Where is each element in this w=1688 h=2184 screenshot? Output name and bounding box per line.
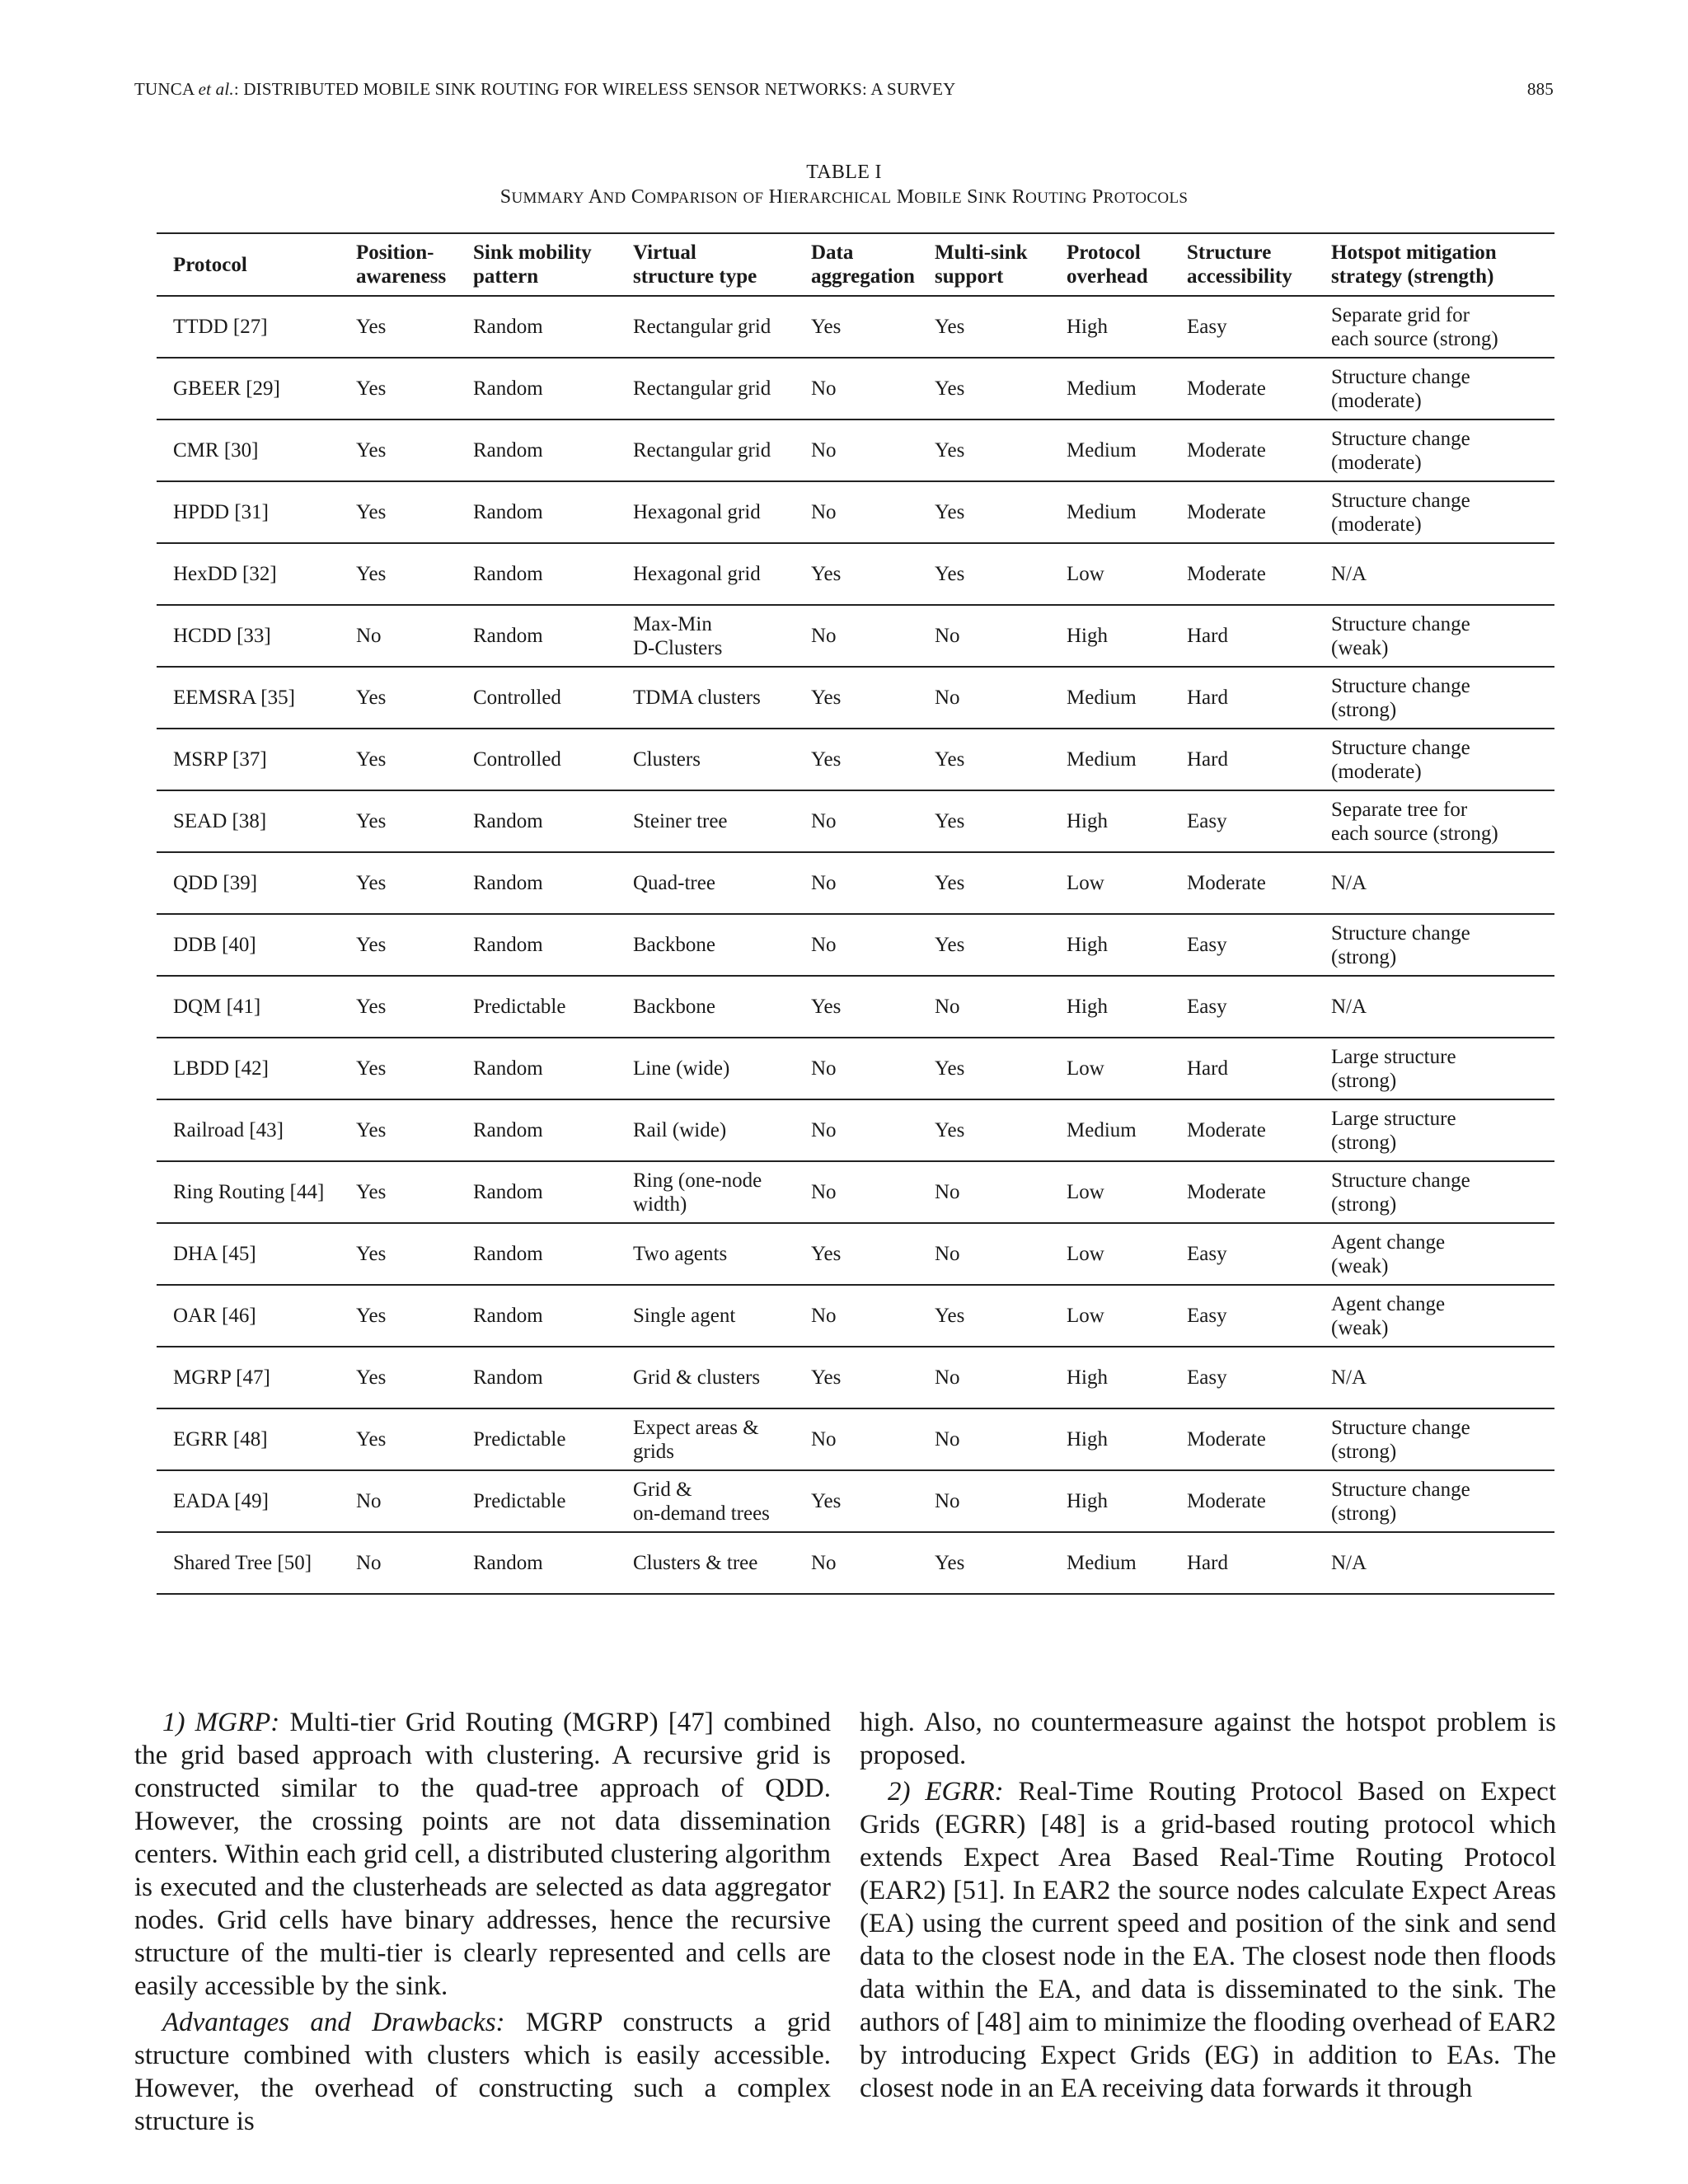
- table-cell: Random: [473, 625, 543, 647]
- column-header: Virtual structure type: [633, 241, 757, 288]
- table-cell: Easy: [1187, 934, 1227, 956]
- table-cell: LBDD [42]: [173, 1057, 269, 1080]
- table-cell: Medium: [1067, 748, 1137, 771]
- table-cell: Structure change (strong): [1331, 674, 1470, 721]
- table-cell: No: [811, 625, 837, 647]
- table-cell: N/A: [1331, 996, 1367, 1018]
- table-cell: Yes: [935, 1057, 965, 1080]
- table-cell: DDB [40]: [173, 934, 256, 956]
- table-cell: Low: [1067, 1057, 1104, 1080]
- table-cell: Easy: [1187, 316, 1227, 338]
- table-cell: Yes: [935, 748, 965, 771]
- table-cell: MGRP [47]: [173, 1366, 270, 1389]
- table-cell: Grid & on-demand trees: [633, 1478, 770, 1525]
- table-cell: Structure change (moderate): [1331, 489, 1470, 536]
- table-cell: Random: [473, 1552, 543, 1574]
- table-cell: Low: [1067, 1181, 1104, 1203]
- table-cell: Yes: [935, 439, 965, 462]
- table-cell: GBEER [29]: [173, 377, 280, 400]
- running-head: [134, 79, 1554, 100]
- table-cell: High: [1067, 996, 1108, 1018]
- table-cell: Structure change (weak): [1331, 612, 1470, 659]
- protocol-comparison-table: [157, 232, 1554, 1595]
- table-cell: Yes: [356, 563, 387, 585]
- table-cell: Random: [473, 377, 543, 400]
- table-cell: Rail (wide): [633, 1119, 727, 1141]
- table-cell: Random: [473, 1057, 543, 1080]
- table-cell: Yes: [356, 1243, 387, 1265]
- table-cell: Random: [473, 934, 543, 956]
- table-cell: Ring (one-node width): [633, 1169, 762, 1216]
- caption-word: HIERARCHICAL: [768, 186, 892, 208]
- continued-paragraph: high. Also, no countermeasure against the hotspot problem is proposed.: [860, 1708, 1556, 1770]
- table-cell: Yes: [356, 377, 387, 400]
- table-cell: Medium: [1067, 1552, 1137, 1574]
- caption-word: PROTOCOLS: [1092, 186, 1189, 208]
- table-cell: Yes: [811, 563, 842, 585]
- table-cell: Yes: [811, 1490, 842, 1512]
- body-column-left: [134, 1706, 831, 2138]
- table-cell: Yes: [935, 872, 965, 894]
- table-cell: Rectangular grid: [633, 439, 771, 462]
- table-cell: Random: [473, 1119, 543, 1141]
- table-cell: Yes: [811, 316, 842, 338]
- table-cell: HCDD [33]: [173, 625, 271, 647]
- table-cell: High: [1067, 1490, 1108, 1512]
- table-cell: Structure change (strong): [1331, 1416, 1470, 1463]
- table-cell: No: [935, 1181, 960, 1203]
- mgrp-advantages-heading: Advantages and Drawbacks:: [162, 2008, 505, 2037]
- table-cell: Medium: [1067, 501, 1137, 523]
- table-cell: Yes: [935, 934, 965, 956]
- table-cell: No: [935, 996, 960, 1018]
- mgrp-text: Multi-tier Grid Routing (MGRP) [47] combined the grid based approach with clustering. A recursive grid is constructed similar to the quad-tree approach of QDD. However, the crossing points are not data dissemination centers. Within each grid cell, a distributed clustering algorithm is executed and the clusterheads are selected as data aggregator nodes. Grid cells have binary addresses, hence the recursive structure of the multi-tier is clearly represented and cells are easily accessible by the sink.: [134, 1708, 831, 2001]
- table-cell: No: [811, 501, 837, 523]
- table-cell: Hexagonal grid: [633, 501, 761, 523]
- table-cell: Random: [473, 1243, 543, 1265]
- table-cell: No: [356, 625, 382, 647]
- table-cell: Low: [1067, 563, 1104, 585]
- table-row: [157, 729, 1554, 790]
- table-row: [157, 481, 1554, 543]
- table-row: [157, 914, 1554, 976]
- egrr-paragraph: [860, 1775, 1556, 2105]
- table-cell: No: [811, 377, 837, 400]
- table-cell: Random: [473, 1305, 543, 1327]
- table-cell: Large structure (strong): [1331, 1045, 1456, 1092]
- mgrp-paragraph: [134, 1706, 831, 2003]
- table-row: [157, 1408, 1554, 1470]
- table-cell: No: [811, 1428, 837, 1451]
- table-label: TABLE I: [806, 162, 882, 183]
- table-cell: Yes: [356, 316, 387, 338]
- table-cell: No: [811, 934, 837, 956]
- column-header: Data aggregation: [811, 241, 915, 288]
- table-cell: QDD [39]: [173, 872, 258, 894]
- table-cell: High: [1067, 1366, 1108, 1389]
- table-cell: Separate grid for each source (strong): [1331, 303, 1498, 350]
- table-cell: No: [811, 1552, 837, 1574]
- table-cell: OAR [46]: [173, 1305, 256, 1327]
- caption-word: AND: [588, 186, 626, 208]
- table-cell: Structure change (moderate): [1331, 365, 1470, 412]
- table-cell: Easy: [1187, 1305, 1227, 1327]
- page-number: 885: [1526, 79, 1554, 99]
- table-cell: No: [811, 872, 837, 894]
- table-row: [157, 1347, 1554, 1408]
- table-cell: Agent change (weak): [1331, 1292, 1446, 1339]
- table-row: [157, 1223, 1554, 1285]
- table-cell: Moderate: [1187, 872, 1266, 894]
- table-cell: High: [1067, 810, 1108, 832]
- mgrp-heading: 1) MGRP:: [162, 1708, 280, 1737]
- caption-word: COMPARISON: [631, 186, 738, 208]
- table-cell: Predictable: [473, 1428, 566, 1451]
- caption-word: MOBILE: [896, 186, 962, 208]
- table-cell: Hard: [1187, 625, 1228, 647]
- table-cell: Yes: [356, 1366, 387, 1389]
- table-cell: SEAD [38]: [173, 810, 267, 832]
- table-cell: No: [935, 625, 960, 647]
- table-cell: Backbone: [633, 934, 715, 956]
- table-cell: Backbone: [633, 996, 715, 1018]
- table-cell: Easy: [1187, 1366, 1227, 1389]
- table-cell: Hard: [1187, 687, 1228, 709]
- column-header: Protocol overhead: [1067, 241, 1148, 288]
- mgrp-advantages-text: MGRP constructs a grid structure combined with clusters which is easily accessible. However, the overhead of constructing such a complex structure is: [134, 2008, 831, 2136]
- table-cell: No: [356, 1552, 382, 1574]
- table-row: [157, 1038, 1554, 1099]
- table-cell: N/A: [1331, 1366, 1367, 1389]
- table-cell: Yes: [356, 687, 387, 709]
- table-cell: Hard: [1187, 1057, 1228, 1080]
- table-row: [157, 605, 1554, 667]
- table-cell: TTDD [27]: [173, 316, 268, 338]
- table-cell: Low: [1067, 1243, 1104, 1265]
- table-cell: Predictable: [473, 1490, 566, 1512]
- table-cell: No: [935, 1428, 960, 1451]
- table-row: [157, 1161, 1554, 1223]
- table-cell: N/A: [1331, 872, 1367, 894]
- table-cell: DQM [41]: [173, 996, 261, 1018]
- table-cell: MSRP [37]: [173, 748, 267, 771]
- table-cell: Yes: [356, 872, 387, 894]
- header-etal: et al.: [198, 79, 234, 99]
- column-header: Structure accessibility: [1187, 241, 1292, 288]
- table-cell: Moderate: [1187, 377, 1266, 400]
- table-cell: No: [811, 810, 837, 832]
- table-cell: Rectangular grid: [633, 377, 771, 400]
- column-header: Sink mobility pattern: [473, 241, 592, 288]
- table-cell: Structure change (strong): [1331, 1478, 1470, 1525]
- caption-word: ROUTING: [1011, 186, 1087, 208]
- table-cell: No: [935, 1243, 960, 1265]
- mgrp-advantages-paragraph: [134, 2006, 831, 2138]
- table-cell: Hard: [1187, 1552, 1228, 1574]
- table-cell: Steiner tree: [633, 810, 728, 832]
- table-cell: Agent change (weak): [1331, 1230, 1446, 1277]
- table-row: [157, 1285, 1554, 1347]
- table-cell: Clusters & tree: [633, 1552, 758, 1574]
- table-row: [157, 358, 1554, 419]
- table-cell: No: [935, 1366, 960, 1389]
- table-cell: Moderate: [1187, 439, 1266, 462]
- table-cell: DHA [45]: [173, 1243, 256, 1265]
- table-cell: Rectangular grid: [633, 316, 771, 338]
- table-cell: Separate tree for each source (strong): [1331, 798, 1498, 845]
- table-cell: Moderate: [1187, 1428, 1266, 1451]
- table-cell: Yes: [935, 810, 965, 832]
- table-cell: High: [1067, 625, 1108, 647]
- table-cell: Yes: [356, 996, 387, 1018]
- table-cell: Yes: [356, 748, 387, 771]
- table-cell: Random: [473, 439, 543, 462]
- table-cell: Yes: [935, 316, 965, 338]
- table-cell: N/A: [1331, 563, 1367, 585]
- table-cell: Yes: [811, 748, 842, 771]
- header-authors: TUNCA: [134, 79, 199, 99]
- table-cell: Random: [473, 1181, 543, 1203]
- table-cell: Yes: [935, 501, 965, 523]
- table-cell: Yes: [935, 1552, 965, 1574]
- table-cell: Easy: [1187, 996, 1227, 1018]
- table-cell: Yes: [935, 1305, 965, 1327]
- table-cell: No: [811, 1119, 837, 1141]
- egrr-text: Real-Time Routing Protocol Based on Expect Grids (EGRR) [48] is a grid-based routing protocol which extends Expect Area Based Real-Time Routing Protocol (EAR2) [51]. In EAR2 the source nodes calculate Expect Areas (EA) using the current speed and position of the sink and send data to the closest node in the EA. The closest node then floods data within the EA, and data is disseminated to the sink. The authors of [48] aim to minimize the flooding overhead of EAR2 by introducing Expect Grids (EG) in addition to EAs. The closest node in an EA receiving data forwards it through: [860, 1777, 1556, 2103]
- table-cell: Yes: [356, 1181, 387, 1203]
- table-cell: Hard: [1187, 748, 1228, 771]
- table-cell: Max-Min D-Clusters: [633, 612, 723, 659]
- table-cell: Random: [473, 563, 543, 585]
- table-cell: Random: [473, 810, 543, 832]
- table-cell: EEMSRA [35]: [173, 687, 295, 709]
- table-cell: Random: [473, 501, 543, 523]
- table-cell: Expect areas & grids: [633, 1416, 759, 1463]
- table-cell: High: [1067, 934, 1108, 956]
- table-row: [157, 852, 1554, 914]
- table-cell: Medium: [1067, 687, 1137, 709]
- table-cell: Structure change (moderate): [1331, 427, 1470, 474]
- table-cell: No: [811, 1057, 837, 1080]
- table-row: [157, 790, 1554, 852]
- table-cell: Structure change (moderate): [1331, 736, 1470, 783]
- table-cell: Yes: [356, 1057, 387, 1080]
- table-cell: Controlled: [473, 748, 561, 771]
- table-cell: No: [811, 1305, 837, 1327]
- table-cell: Hexagonal grid: [633, 563, 761, 585]
- table-cell: Grid & clusters: [633, 1366, 761, 1389]
- table-cell: HPDD [31]: [173, 501, 269, 523]
- table-cell: Quad-tree: [633, 872, 715, 894]
- column-header: Protocol: [173, 253, 247, 276]
- table-cell: Moderate: [1187, 563, 1266, 585]
- table-cell: Yes: [811, 1366, 842, 1389]
- table-cell: Yes: [935, 377, 965, 400]
- table-cell: Moderate: [1187, 1181, 1266, 1203]
- table-row: [157, 543, 1554, 605]
- table-cell: Large structure (strong): [1331, 1107, 1456, 1154]
- egrr-heading: 2) EGRR:: [888, 1777, 1004, 1807]
- table-cell: Yes: [811, 1243, 842, 1265]
- header-title: : DISTRIBUTED MOBILE SINK ROUTING FOR WIRELESS SENSOR NETWORKS: A SURVEY: [233, 79, 956, 99]
- table-cell: Structure change (strong): [1331, 1169, 1470, 1216]
- table-cell: Moderate: [1187, 501, 1266, 523]
- table-header-row: [157, 233, 1554, 296]
- table-cell: Two agents: [633, 1243, 728, 1265]
- table-row: [157, 667, 1554, 729]
- table-cell: Yes: [935, 1119, 965, 1141]
- table-row: [157, 1470, 1554, 1532]
- table-cell: Yes: [811, 996, 842, 1018]
- table-cell: Moderate: [1187, 1119, 1266, 1141]
- caption-word: SINK: [967, 186, 1007, 208]
- table-cell: High: [1067, 1428, 1108, 1451]
- table-row: [157, 1532, 1554, 1594]
- table-cell: Line (wide): [633, 1057, 730, 1080]
- table-cell: Ring Routing [44]: [173, 1181, 325, 1203]
- table-cell: N/A: [1331, 1552, 1367, 1574]
- table-cell: No: [811, 439, 837, 462]
- table-cell: Medium: [1067, 1119, 1137, 1141]
- caption-word: OF: [743, 190, 764, 207]
- table-cell: Yes: [356, 1428, 387, 1451]
- table-cell: Clusters: [633, 748, 701, 771]
- table-cell: HexDD [32]: [173, 563, 277, 585]
- table-cell: Low: [1067, 1305, 1104, 1327]
- table-cell: Moderate: [1187, 1490, 1266, 1512]
- table-cell: CMR [30]: [173, 439, 259, 462]
- table-cell: No: [811, 1181, 837, 1203]
- table-cell: Yes: [356, 1119, 387, 1141]
- table-cell: Random: [473, 1366, 543, 1389]
- table-row: [157, 976, 1554, 1038]
- table-cell: Random: [473, 872, 543, 894]
- table-cell: Yes: [356, 501, 387, 523]
- table-cell: Shared Tree [50]: [173, 1552, 312, 1574]
- column-header: Multi-sink support: [935, 241, 1028, 288]
- table-caption: [0, 185, 1688, 210]
- table-row: [157, 419, 1554, 481]
- table-cell: Medium: [1067, 439, 1137, 462]
- caption-word: SUMMARY: [499, 186, 584, 208]
- table-body: [157, 296, 1554, 1594]
- table-cell: EGRR [48]: [173, 1428, 268, 1451]
- table-cell: Medium: [1067, 377, 1137, 400]
- table-cell: Predictable: [473, 996, 566, 1018]
- table-cell: No: [356, 1490, 382, 1512]
- table-cell: High: [1067, 316, 1108, 338]
- table-cell: Low: [1067, 872, 1104, 894]
- body-column-right: [860, 1706, 1556, 2105]
- table-cell: EADA [49]: [173, 1490, 269, 1512]
- table-cell: Yes: [935, 563, 965, 585]
- table-cell: No: [935, 687, 960, 709]
- table-cell: Yes: [356, 810, 387, 832]
- table-cell: Random: [473, 316, 543, 338]
- table-cell: Railroad [43]: [173, 1119, 284, 1141]
- table-cell: Yes: [811, 687, 842, 709]
- column-header: Position- awareness: [356, 241, 447, 288]
- table-row: [157, 296, 1554, 358]
- table-row: [157, 1099, 1554, 1161]
- table-cell: Yes: [356, 934, 387, 956]
- table-cell: No: [935, 1490, 960, 1512]
- table-cell: Controlled: [473, 687, 561, 709]
- table-cell: Easy: [1187, 1243, 1227, 1265]
- table-cell: Structure change (strong): [1331, 921, 1470, 968]
- table-cell: Single agent: [633, 1305, 736, 1327]
- table-cell: TDMA clusters: [633, 687, 761, 709]
- table-cell: Easy: [1187, 810, 1227, 832]
- table-cell: Yes: [356, 439, 387, 462]
- table-cell: Yes: [356, 1305, 387, 1327]
- column-header: Hotspot mitigation strategy (strength): [1331, 241, 1497, 288]
